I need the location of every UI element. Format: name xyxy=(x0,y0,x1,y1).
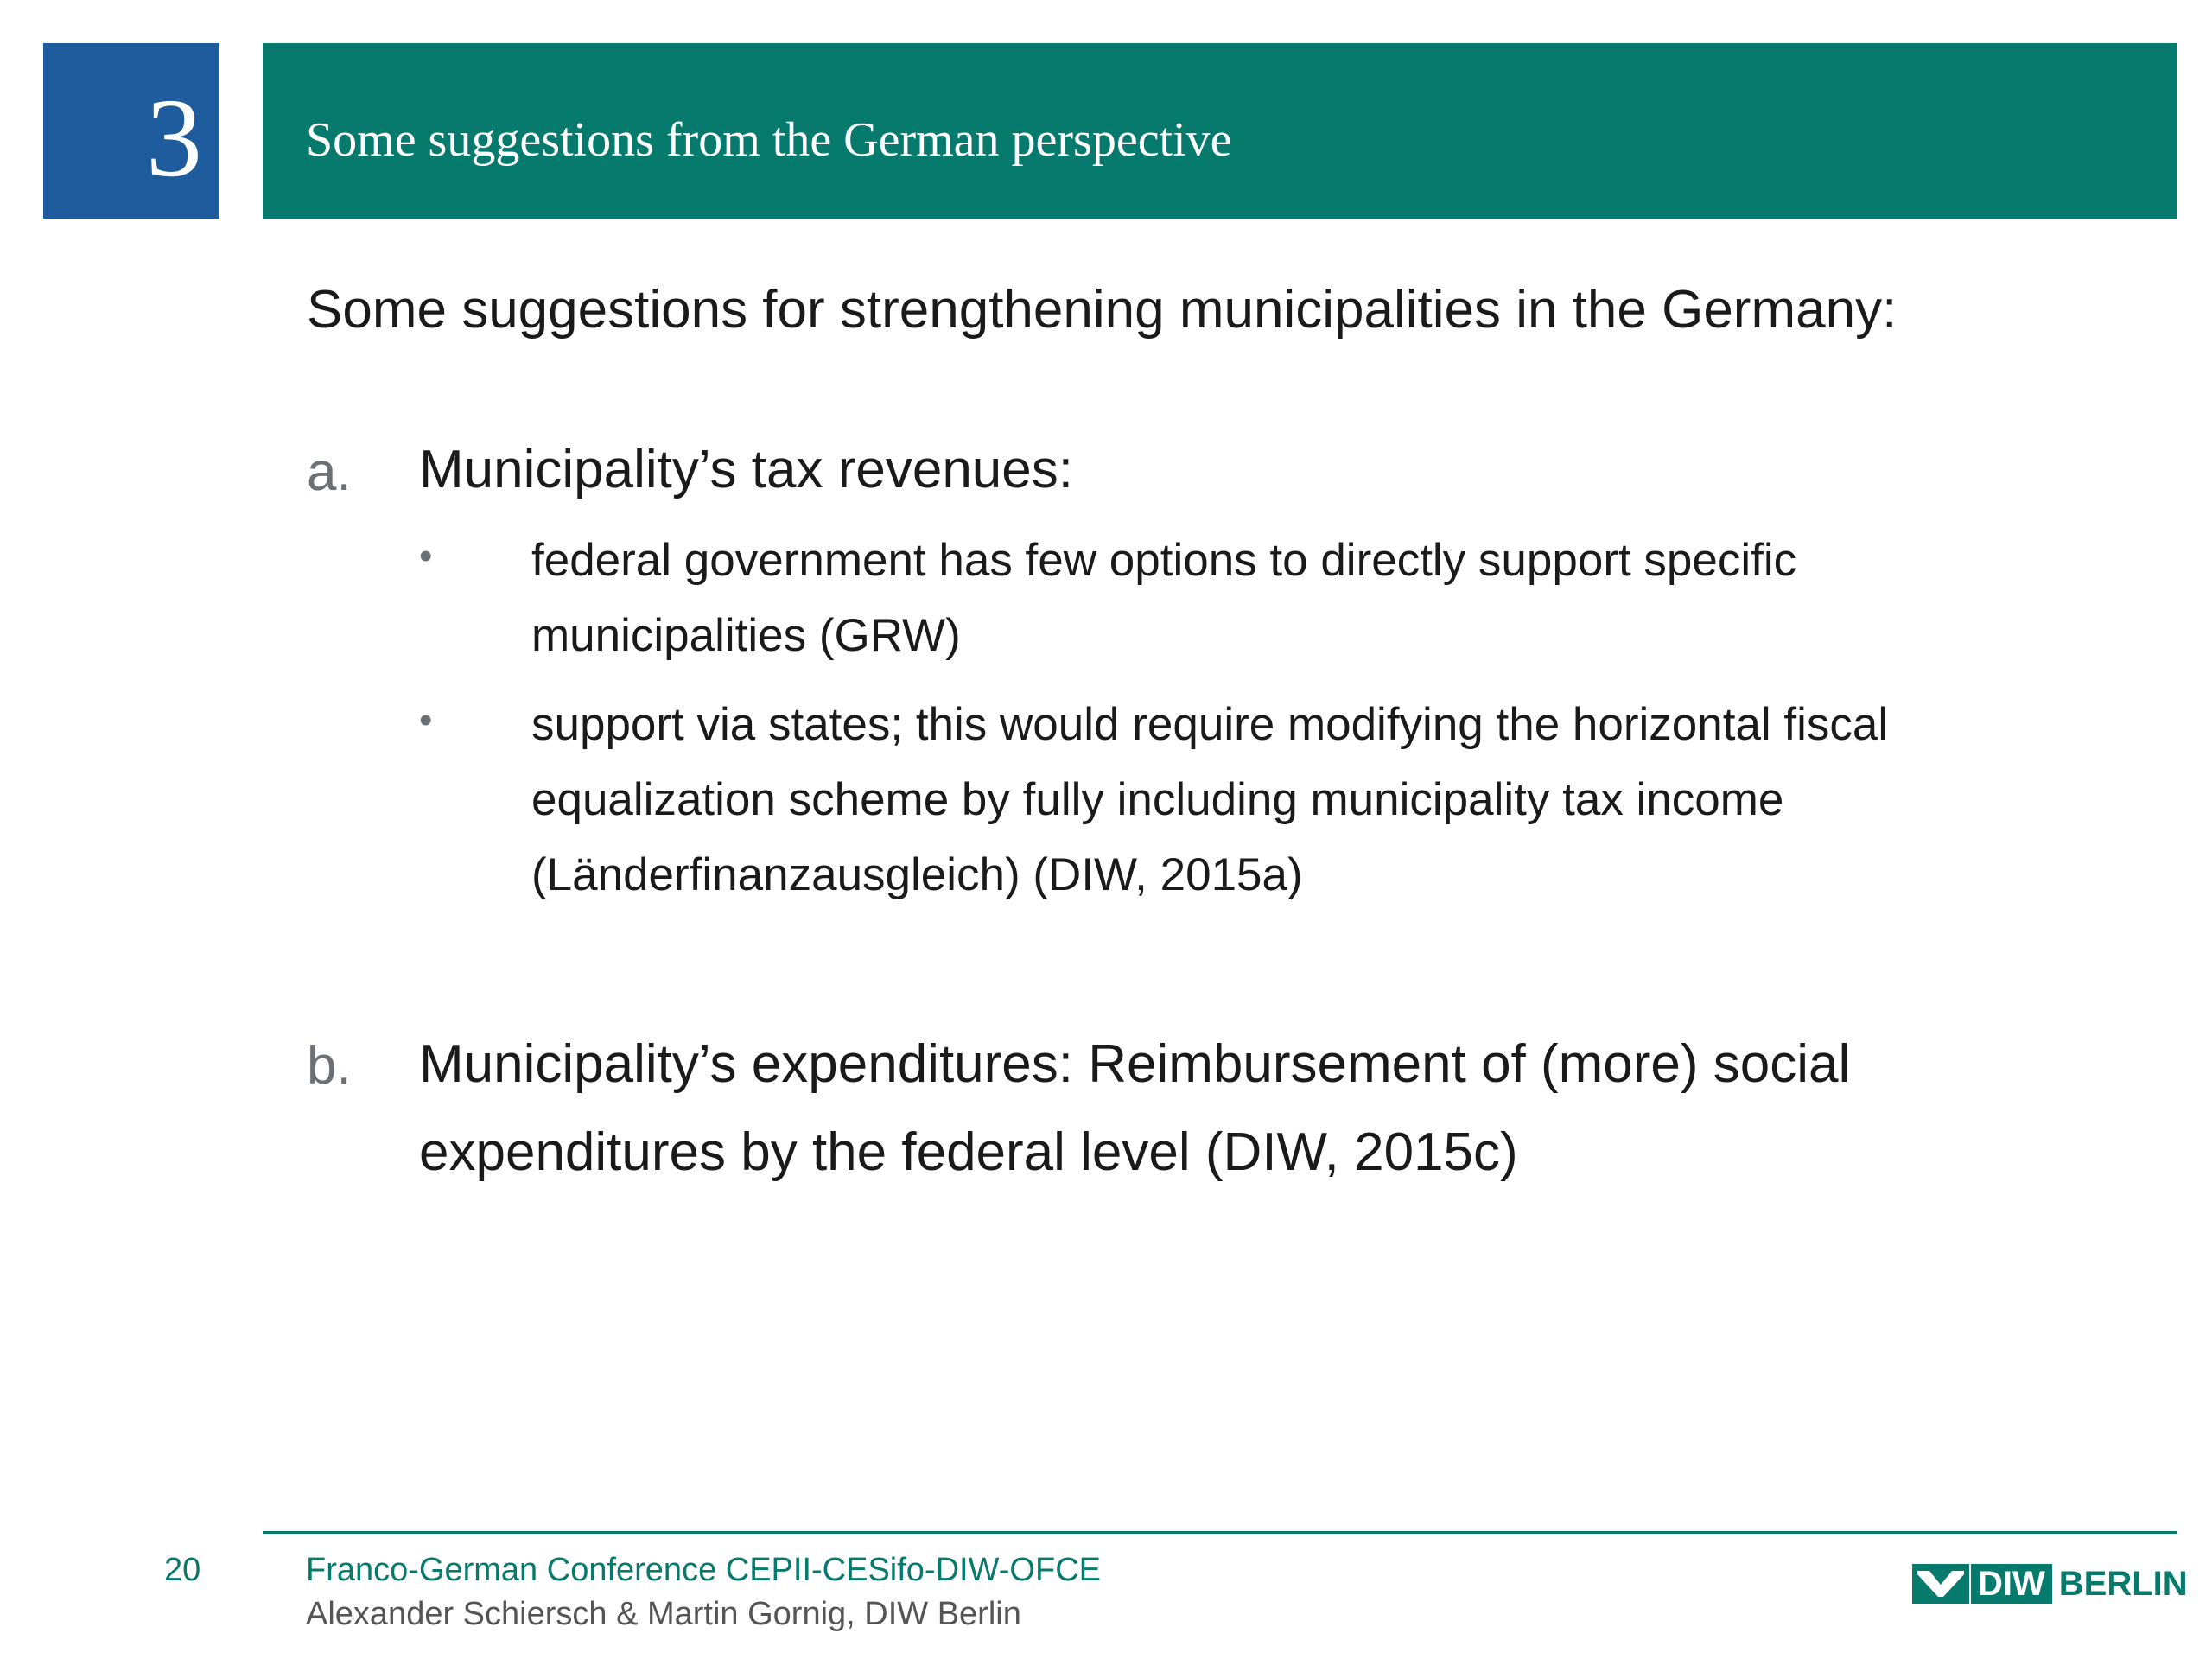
section-number: 3 xyxy=(146,76,202,200)
item-a-marker: a. xyxy=(307,442,352,502)
bullet-1-line-2: municipalities (GRW) xyxy=(531,610,961,661)
bullet-2-line-3: (Länderfinanzausgleich) (DIW, 2015a) xyxy=(531,849,1303,900)
footer-divider xyxy=(263,1531,2177,1534)
diw-logo-mark-icon xyxy=(1912,1564,1969,1604)
bullet-1-line-1: federal government has few options to directly support specific xyxy=(531,535,1797,586)
bullet-1-dot: • xyxy=(419,535,433,577)
item-b-heading-line-2: expenditures by the federal level (DIW, 2015c) xyxy=(419,1122,1518,1182)
item-b-marker: b. xyxy=(307,1036,352,1096)
lead-sentence: Some suggestions for strengthening municipalities in the Germany: xyxy=(307,280,1897,340)
bullet-2-text xyxy=(531,687,2035,912)
page-number: 20 xyxy=(164,1552,201,1588)
footer-authors: Alexander Schiersch & Martin Gornig, DIW Berlin xyxy=(306,1596,1021,1632)
bullet-2-dot: • xyxy=(419,699,433,741)
item-b-heading xyxy=(419,1020,1850,1197)
item-b-heading-line-1: Municipality’s expenditures: Reimbursement of (more) social xyxy=(419,1034,1851,1094)
item-a-heading: Municipality’s tax revenues: xyxy=(419,440,1073,499)
footer-conference: Franco-German Conference CEPII-CESifo-DIW-OFCE xyxy=(306,1552,1101,1588)
slide-title: Some suggestions from the German perspective xyxy=(306,112,1232,167)
logo-diw-text: DIW xyxy=(1971,1564,2052,1604)
logo-berlin-text: BERLIN xyxy=(2058,1565,2188,1603)
title-bar xyxy=(263,43,2177,219)
bullet-1-text xyxy=(531,523,2035,673)
bullet-2-line-2: equalization scheme by fully including municipality tax income xyxy=(531,774,1784,825)
diw-berlin-logo xyxy=(1912,1562,2188,1605)
section-number-box xyxy=(43,43,219,219)
bullet-2-line-1: support via states; this would require modifying the horizontal fiscal xyxy=(531,699,1889,750)
